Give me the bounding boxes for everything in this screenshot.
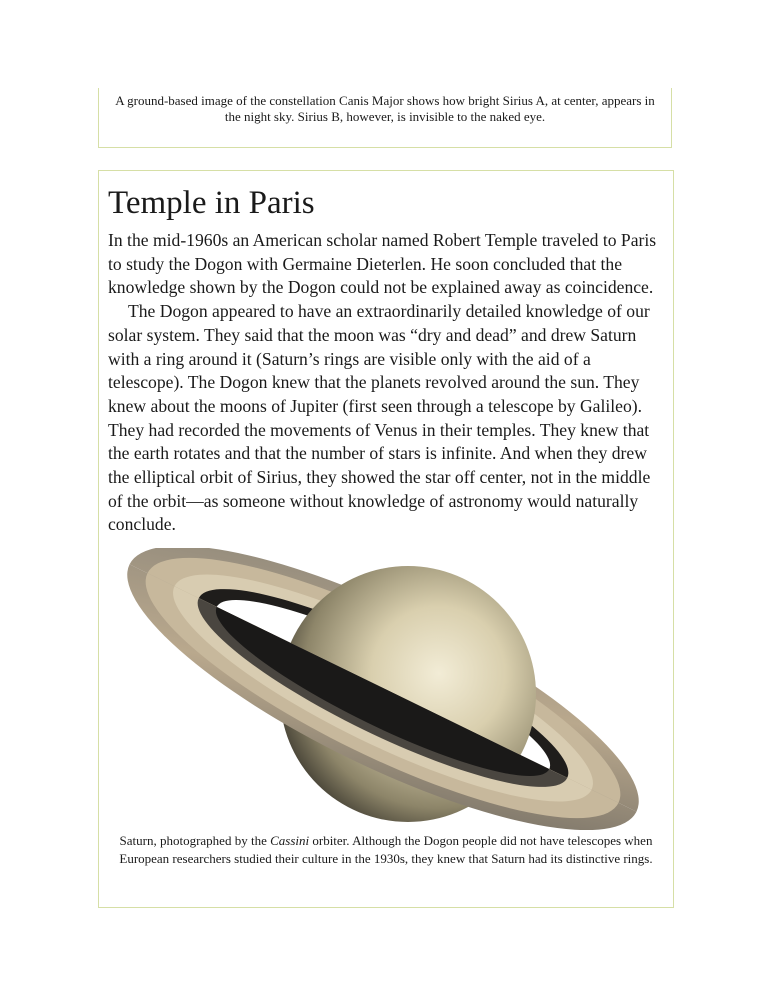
top-image-caption: A ground-based image of the constellation Canis Major shows how bright Sirius A, at center, appears in the night sky. Sirius B, however, is invisible to the naked eye. — [115, 93, 655, 124]
section-body — [108, 229, 668, 537]
saturn-caption-suffix: orbiter. Although the Dogon people did not have telescopes when European researchers studied their culture in the 1930s, they knew that Saturn had its distinctive rings. — [119, 833, 653, 866]
saturn-caption-prefix: Saturn, photographed by the — [119, 833, 271, 848]
section-title: Temple in Paris — [108, 185, 315, 221]
saturn-caption — [108, 832, 664, 868]
body-paragraph-2: The Dogon appeared to have an extraordinarily detailed knowledge of our solar system. They said that the moon was “dry and dead” and drew Saturn with a ring around it (Saturn’s rings are visible only with the aid of a telescope). The Dogon knew that the planets revolved around the sun. They knew about the moons of Jupiter (first seen through a telescope by Galileo). They had recorded the movements of Venus in their temples. They knew that the earth rotates and that the number of stars is infinite. And when they drew the elliptical orbit of Sirius, they showed the star off center, not in the middle of the orbit—as someone without knowledge of astronomy would naturally conclude. — [108, 301, 651, 535]
saturn-image — [118, 548, 648, 830]
saturn-caption-italic: Cassini — [270, 833, 310, 848]
body-paragraph-1: In the mid-1960s an American scholar named Robert Temple traveled to Paris to study the Dogon with Germaine Dieterlen. He soon concluded that the knowledge shown by the Dogon could not be explained away as coincidence. — [108, 230, 657, 298]
